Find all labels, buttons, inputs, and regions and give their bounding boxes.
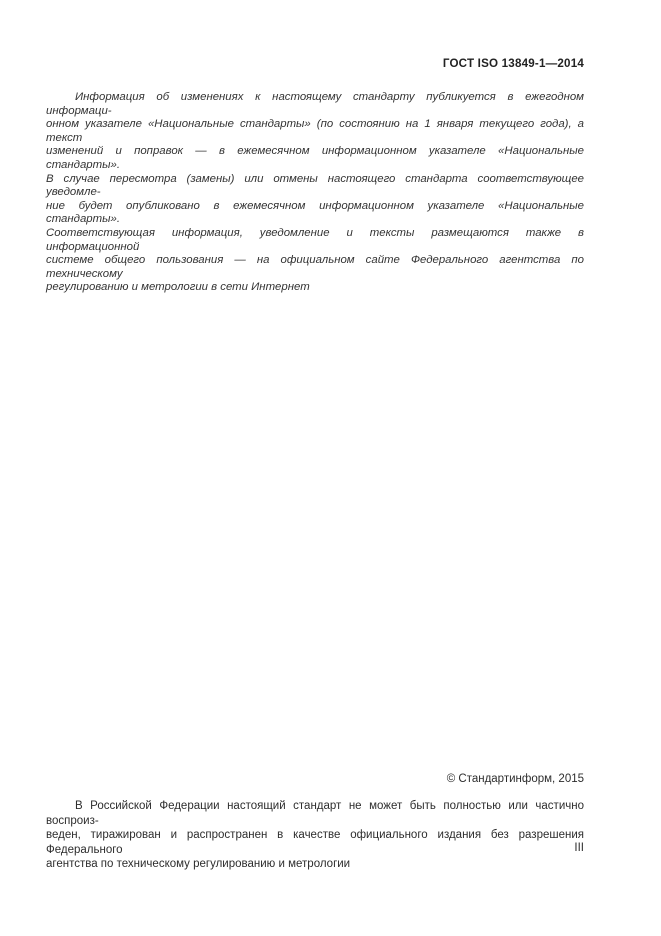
notice-line: ние будет опубликовано в ежемесячном информационном указателе «Национальные стандарты». [46,199,584,226]
notice-line: онном указателе «Национальные стандарты» (по состоянию на 1 января текущего года), а текст [46,118,584,144]
notice-line: Информация об изменениях к настоящему стандарту публикуется в ежегодном информаци- [46,91,584,117]
restriction-line: агентства по техническому регулированию и метрологии [46,858,351,871]
amendments-notice-paragraph [46,91,584,295]
restriction-line: В Российской Федерации настоящий стандарт не может быть полностью или частично воспроиз- [46,800,584,827]
notice-line: В случае пересмотра (замены) или отмены настоящего стандарта соответствующее уведомле- [46,172,584,199]
notice-line: системе общего пользования — на официальном сайте Федерального агентства по техническому [46,254,584,280]
page-number: III [574,842,584,854]
restriction-line: веден, тиражирован и распространен в качестве официального издания без разрешения Федерального [46,829,584,856]
standard-designation-header: ГОСТ ISO 13849-1—2014 [442,57,584,70]
notice-line: регулированию и метрологии в сети Интернет [46,281,310,294]
copyright-line: © Стандартинформ, 2015 [446,773,584,785]
notice-line: Соответствующая информация, уведомление и тексты размещаются также в информационной [46,226,584,253]
notice-line: изменений и поправок — в ежемесячном информационном указателе «Национальные стандарты». [46,145,584,171]
reproduction-restriction-paragraph [46,799,584,872]
